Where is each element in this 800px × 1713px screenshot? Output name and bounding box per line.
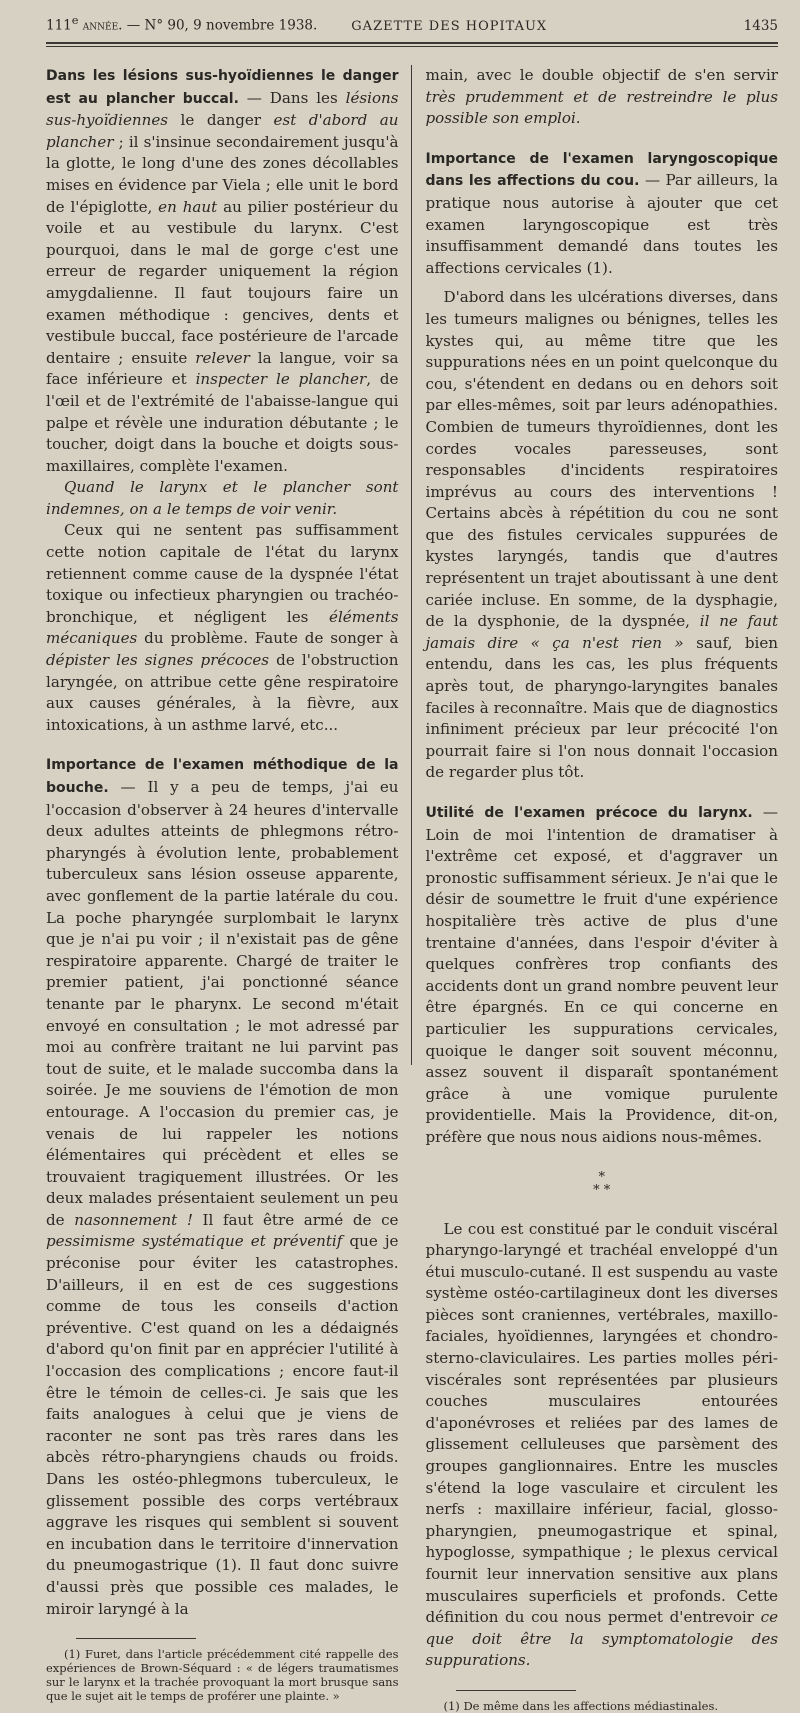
left-column: Dans les lésions sus-hyoïdiennes le danger est au plancher buccal. — Dans les lésions sus-hyoïdiennes le danger est d'abord au plancher ; il s'insinue secondairement jusqu'à la glotte, le long d'une des zones décollables mises en évidence par Viela ; elle unit le bord de l'épiglotte, en haut au pilier postérieur du voile et au vestibule du larynx. C'est pourquoi, dans le mal de gorge c'est une erreur de regarder uniquement la région amygdalienne. Il faut toujours faire un examen méthodique : gencives, dents et vestibule buccal, face postérieure de l'arcade dentaire ; ensuite relever la langue, voir sa face inférieure et inspecter le plancher, de l'œil et de l'extrémité de l'abaisse-langue qui palpe et révèle une induration débutante ; le toucher, doigt dans la bouche et doigts sous-maxillaires, complète l'examen. Quand le larynx et le plancher sont indemnes, on a le temps de voir venir. Ceux qui ne sentent pas suffisamment cette notion capitale de l'état du larynx retiennent comme cause de la dyspnée l'état toxique ou infectieux pharyngien ou trachéo-bronchique, et négligent les éléments mécaniques du problème. Faute de songer à dépister les signes précoces de l'obstruction laryngée, on attribue cette gêne respiratoire aux causes générales, à la fièvre, aux intoxications, à un asthme larvé, etc... Importance de l'examen méthodique de la bouche. — Il y a peu de temps, j'ai eu l'occasion d'observer à 24 heures d'intervalle deux adultes atteints de phlegmons rétro-pharyngés à évolution lente, probablement tuberculeux sans lésion osseuse apparente, avec gonflement de la partie latérale du cou. La poche pharyngée surplombait le larynx que je n'ai pu voir ; il n'existait pas de gêne respiratoire apparente. Chargé de traiter le premier patient, j'ai ponctionné séance tenante par le pharynx. Le second m'était envoyé en consultation ; le mot adressé par moi au confrère traitant ne lui parvint pas tout de suite, et le malade succomba dans la soirée. Je me souviens de l'émotion de mon entourage. A l'occasion du premier cas, je venais de lui rappeler les notions élémentaires qui précèdent et elles se trouvaient tragiquement illustrées. Or les deux malades présentaient seulement un peu de nasonnement ! Il faut être armé de ce pessimisme systématique et préventif que je préconise pour éviter les catastrophes. D'ailleurs, il en est de ces suggestions comme de tous les conseils d'action préventive. C'est quand on les a dédaignés d'abord qu'on finit par en apprécier l'utilité à l'occasion des complications ; encore faut-il être le témoin de celles-ci. Je sais que les faits analogues à celui que je viens de raconter ne sont pas très rares dans les abcès rétro-pharyngiens chauds ou froids. Dans les ostéo-phlegmons tuberculeux, le glissement possible des corps vertébraux aggrave les risques qui semblent si souvent en incubation dans le territoire d'innervation du pneumogastrique (1). Il faut donc suivre d'aussi près que possible ces malades, le miroir laryngé à la (1) Furet, dans l'article précédemment cité rappelle des expériences de Brown-Séquard : « de légers traumatismes sur le larynx et la trachée provoquant la mort brusque sans que le sujet ait le temps de proférer une plainte. » bbox=[46, 68, 399, 1704]
footnote: (1) De même dans les affections médiastinales. bbox=[443, 1698, 718, 1713]
footnote-rule bbox=[456, 1690, 576, 1691]
section-heading: Dans les lésions sus-hyoïdiennes le danger est au plancher buccal. bbox=[46, 68, 399, 107]
edition-info: 111e année. — N° 90, 9 novembre 1938. bbox=[46, 14, 318, 34]
paragraph: main, avec le double objectif de s'en servir très prudemment et de restreindre le plus possible son emploi. bbox=[425, 66, 778, 128]
running-header bbox=[46, 14, 778, 44]
paragraph: Quand le larynx et le plancher sont indemnes, on a le temps de voir venir. bbox=[46, 478, 399, 518]
journal-title: GAZETTE DES HOPITAUX bbox=[351, 18, 548, 34]
page-number: 1435 bbox=[743, 17, 778, 34]
section-heading: Utilité de l'examen précoce du larynx. bbox=[425, 805, 753, 821]
section-heading: Importance de l'examen laryngoscopique dans les affections du cou. bbox=[425, 150, 778, 190]
right-column: main, avec le double objectif de s'en servir très prudemment et de restreindre le plus possible son emploi. Importance de l'examen laryngoscopique dans les affections du cou. — Par ailleurs, la pratique nous autorise à ajouter que cet examen laryngoscopique est très insuffisamment demandé dans toutes les affections cervicales (1). D'abord dans les ulcérations diverses, dans les tumeurs malignes ou bénignes, telles les kystes qui, au même titre que les suppurations nées en un point quelconque du cou, s'étendent en dedans ou en dehors soit par elles-mêmes, soit par leurs adénopathies. Combien de tumeurs thyroïdiennes, dont les cordes vocales paresseuses, sont responsables d'incidents respiratoires imprévus au cours des interventions ! Certains abcès à répétition du cou ne sont que des fistules cervicales suppurées de kystes laryngés, tandis que d'autres représentent un trajet aboutissant à une dent cariée incluse. En somme, de la dysphagie, de la dysphonie, de la dyspnée, il ne faut jamais dire « ça n'est rien » sauf, bien entendu, dans les cas, les plus fréquents après tout, de pharyngo-laryngites banales faciles à reconnaître. Mais que de diagnostics infiniment précieux par leur précocité l'on pourrait faire si l'on nous donnait l'occasion de regarder plus tôt. Utilité de l'examen précoce du larynx. — Loin de moi l'intention de dramatiser à l'extrême cet exposé, et d'aggraver un pronostic suffisamment sérieux. Je n'ai que le désir de soumettre le fruit d'une expérience hospitalière très active de plus d'une trentaine d'années, dans l'espoir d'éviter à quelques confrères trop confiants des accidents dont un grand nombre peuvent leur être épargnés. En ce qui concerne en particulier les suppurations cervicales, quoique le danger soit souvent méconnu, assez souvent il disparaît spontanément grâce à une vomique purulente providentielle. Mais la Providence, dit-on, préfère que nous nous aidions nous-mêmes. * * * Le cou est constitué par le conduit viscéral pharyngo-laryngé et trachéal enveloppé d'un étui musculo-cutané. Il est suspendu au vaste système ostéo-cartilagineux dont les diverses pièces sont craniennes, vertébrales, maxillo-faciales, hyoïdiennes, laryngées et chondro-sterno-claviculaires. Les parties molles péri-viscérales sont représentées par plusieurs couches musculaires entourées d'aponévroses et reliées par des lames de glissement celluleuses que parsèment des groupes ganglionnaires. Entre les muscles s'étend la loge vasculaire et circulent les nerfs : maxillaire inférieur, facial, glosso-pharyngien, pneumogastrique et spinal, hypoglosse, sympathique ; le plexus cervical fournit leur innervation sensitive aux plans musculaires superficiels et profonds. Cette définition du cou nous permet d'entrevoir ce que doit être la symptomatologie des suppurations. (1) De même dans les affections médiastinales. bbox=[425, 66, 779, 1713]
two-column-body bbox=[46, 65, 778, 1713]
paragraph: Le cou est constitué par le conduit viscéral pharyngo-laryngé et trachéal enveloppé d'un étui musculo-cutané. Il est suspendu au vaste système ostéo-cartilagineux dont les diverses pièces sont craniennes, vertébrales, maxillo-faciales, hyoïdiennes, laryngées et chondro-sterno-claviculaires. Les parties molles péri-viscérales sont représentées par plusieurs couches musculaires entourées d'aponévroses et reliées par des lames de glissement celluleuses que parsèment des groupes ganglionnaires. Entre les muscles s'étend la loge vasculaire et circulent les nerfs : maxillaire inférieur, facial, glosso-pharyngien, pneumogastrique et spinal, hypoglosse, sympathique ; le plexus cervical fournit leur innervation sensitive aux plans musculaires superficiels et profonds. Cette définition du cou nous permet d'entrevoir ce que doit être la symptomatologie des suppurations. bbox=[425, 1219, 778, 1670]
section-heading: Importance de l'examen méthodique de la bouche. bbox=[46, 757, 399, 796]
footnote-rule bbox=[76, 1638, 196, 1639]
footnote: (1) Furet, dans l'article précédemment cité rappelle des expériences de Brown-Séquard : « de légers traumatismes sur le larynx et la trachée provoquant la mort brusque sans que le sujet ait le temps de proférer une plainte. » bbox=[46, 1647, 399, 1704]
asterism: * * * bbox=[593, 1169, 611, 1198]
paragraph: Ceux qui ne sentent pas suffisamment cette notion capitale de l'état du larynx retiennent comme cause de la dyspnée l'état toxique ou infectieux pharyngien ou trachéo-bronchique, et négligent les éléments mécaniques du problème. Faute de songer à dépister les signes précoces de l'obstruction laryngée, on attribue cette gêne respiratoire aux causes générales, à la fièvre, aux intoxications, à un asthme larvé, etc... bbox=[46, 521, 399, 734]
header-rule bbox=[46, 46, 778, 47]
paragraph: D'abord dans les ulcérations diverses, dans les tumeurs malignes ou bénignes, telles les kystes qui, au même titre que les suppurations nées en un point quelconque du cou, s'étendent en dedans ou en dehors soit par elles-mêmes, soit par leurs adénopathies. Combien de tumeurs thyroïdiennes, dont les cordes vocales paresseuses, sont responsables d'incidents respiratoires imprévus au cours des interventions ! Certains abcès à répétition du cou ne sont que des fistules cervicales suppurées de kystes laryngés, tandis que d'autres représentent un trajet aboutissant à une dent cariée incluse. En somme, de la dysphagie, de la dysphonie, de la dyspnée, il ne faut jamais dire « ça n'est rien » sauf, bien entendu, dans les cas, les plus fréquents après tout, de pharyngo-laryngites banales faciles à reconnaître. Mais que de diagnostics infiniment précieux par leur précocité l'on pourrait faire si l'on nous donnait l'occasion de regarder plus tôt. bbox=[425, 288, 779, 782]
